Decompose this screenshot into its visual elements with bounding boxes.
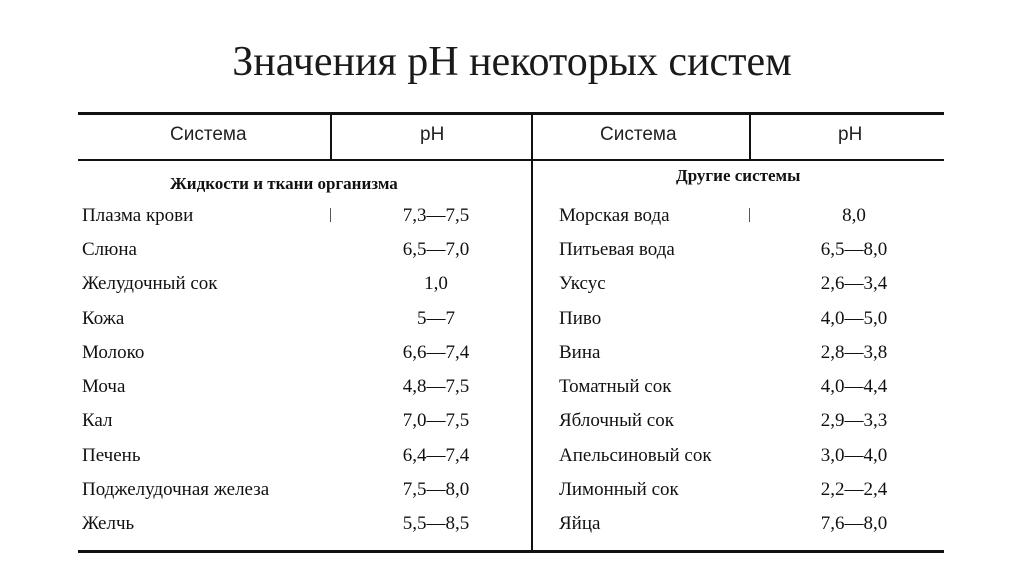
table-row-ph: 5,5—8,5 [402, 513, 470, 534]
column-tick-right [749, 208, 750, 222]
table-row-ph: 6,4—7,4 [402, 445, 470, 466]
table-row-name: Пиво [559, 308, 602, 329]
table-row-name: Апельсиновый сок [559, 445, 712, 466]
table-row-name: Молоко [82, 342, 145, 363]
ph-table [78, 112, 944, 554]
page-title: Значения pH некоторых систем [232, 39, 792, 85]
table-row-name: Питьевая вода [559, 239, 675, 260]
table-row-ph: 1,0 [424, 273, 448, 294]
table-row-name: Желудочный сок [82, 273, 218, 294]
table-row-ph: 7,6—8,0 [820, 513, 888, 534]
header-ph-left: pH [420, 124, 445, 145]
table-row-ph: 2,2—2,4 [820, 479, 888, 500]
table-row-name: Лимонный сок [559, 479, 679, 500]
table-row-ph: 6,5—8,0 [820, 239, 888, 260]
table-row-name: Морская вода [559, 205, 670, 226]
table-row-ph: 2,6—3,4 [820, 273, 888, 294]
table-row-name: Кал [82, 410, 113, 431]
column-tick-left [330, 208, 331, 222]
table-row-ph: 2,9—3,3 [820, 410, 888, 431]
table-row-ph: 7,5—8,0 [402, 479, 470, 500]
table-row-ph: 8,0 [842, 205, 866, 226]
table-row-ph: 4,8—7,5 [402, 376, 470, 397]
table-row-name: Яйца [559, 513, 601, 534]
table-row-ph: 5—7 [417, 308, 455, 329]
table-row-ph: 4,0—4,4 [820, 376, 888, 397]
table-row-ph: 7,3—7,5 [402, 205, 470, 226]
table-row-name: Печень [82, 445, 141, 466]
section-right-title: Другие системы [676, 166, 801, 185]
table-row-name: Томатный сок [559, 376, 672, 397]
table-row-name: Желчь [82, 513, 135, 534]
table-header-rule [78, 159, 944, 161]
table-row-ph: 7,0—7,5 [402, 410, 470, 431]
header-ph-right: pH [838, 124, 863, 145]
table-row-name: Яблочный сок [559, 410, 674, 431]
table-row-name: Плазма крови [82, 205, 194, 226]
table-row-name: Уксус [559, 273, 606, 294]
table-row-name: Кожа [82, 308, 125, 329]
table-row-ph: 4,0—5,0 [820, 308, 888, 329]
table-row-ph: 6,5—7,0 [402, 239, 470, 260]
table-row-ph: 2,8—3,8 [820, 342, 888, 363]
header-divider-right [749, 112, 751, 159]
table-row-ph: 3,0—4,0 [820, 445, 888, 466]
table-top-rule [78, 112, 944, 115]
header-system-right: Система [600, 124, 677, 145]
header-divider-left [330, 112, 332, 159]
table-row-name: Поджелудочная железа [82, 479, 270, 500]
table-center-divider [531, 112, 533, 553]
section-left-title: Жидкости и ткани организма [170, 174, 398, 193]
table-bottom-rule [78, 550, 944, 553]
table-row-name: Вина [559, 342, 601, 363]
table-row-name: Моча [82, 376, 126, 397]
table-row-name: Слюна [82, 239, 137, 260]
table-row-ph: 6,6—7,4 [402, 342, 470, 363]
header-system-left: Система [170, 124, 247, 145]
